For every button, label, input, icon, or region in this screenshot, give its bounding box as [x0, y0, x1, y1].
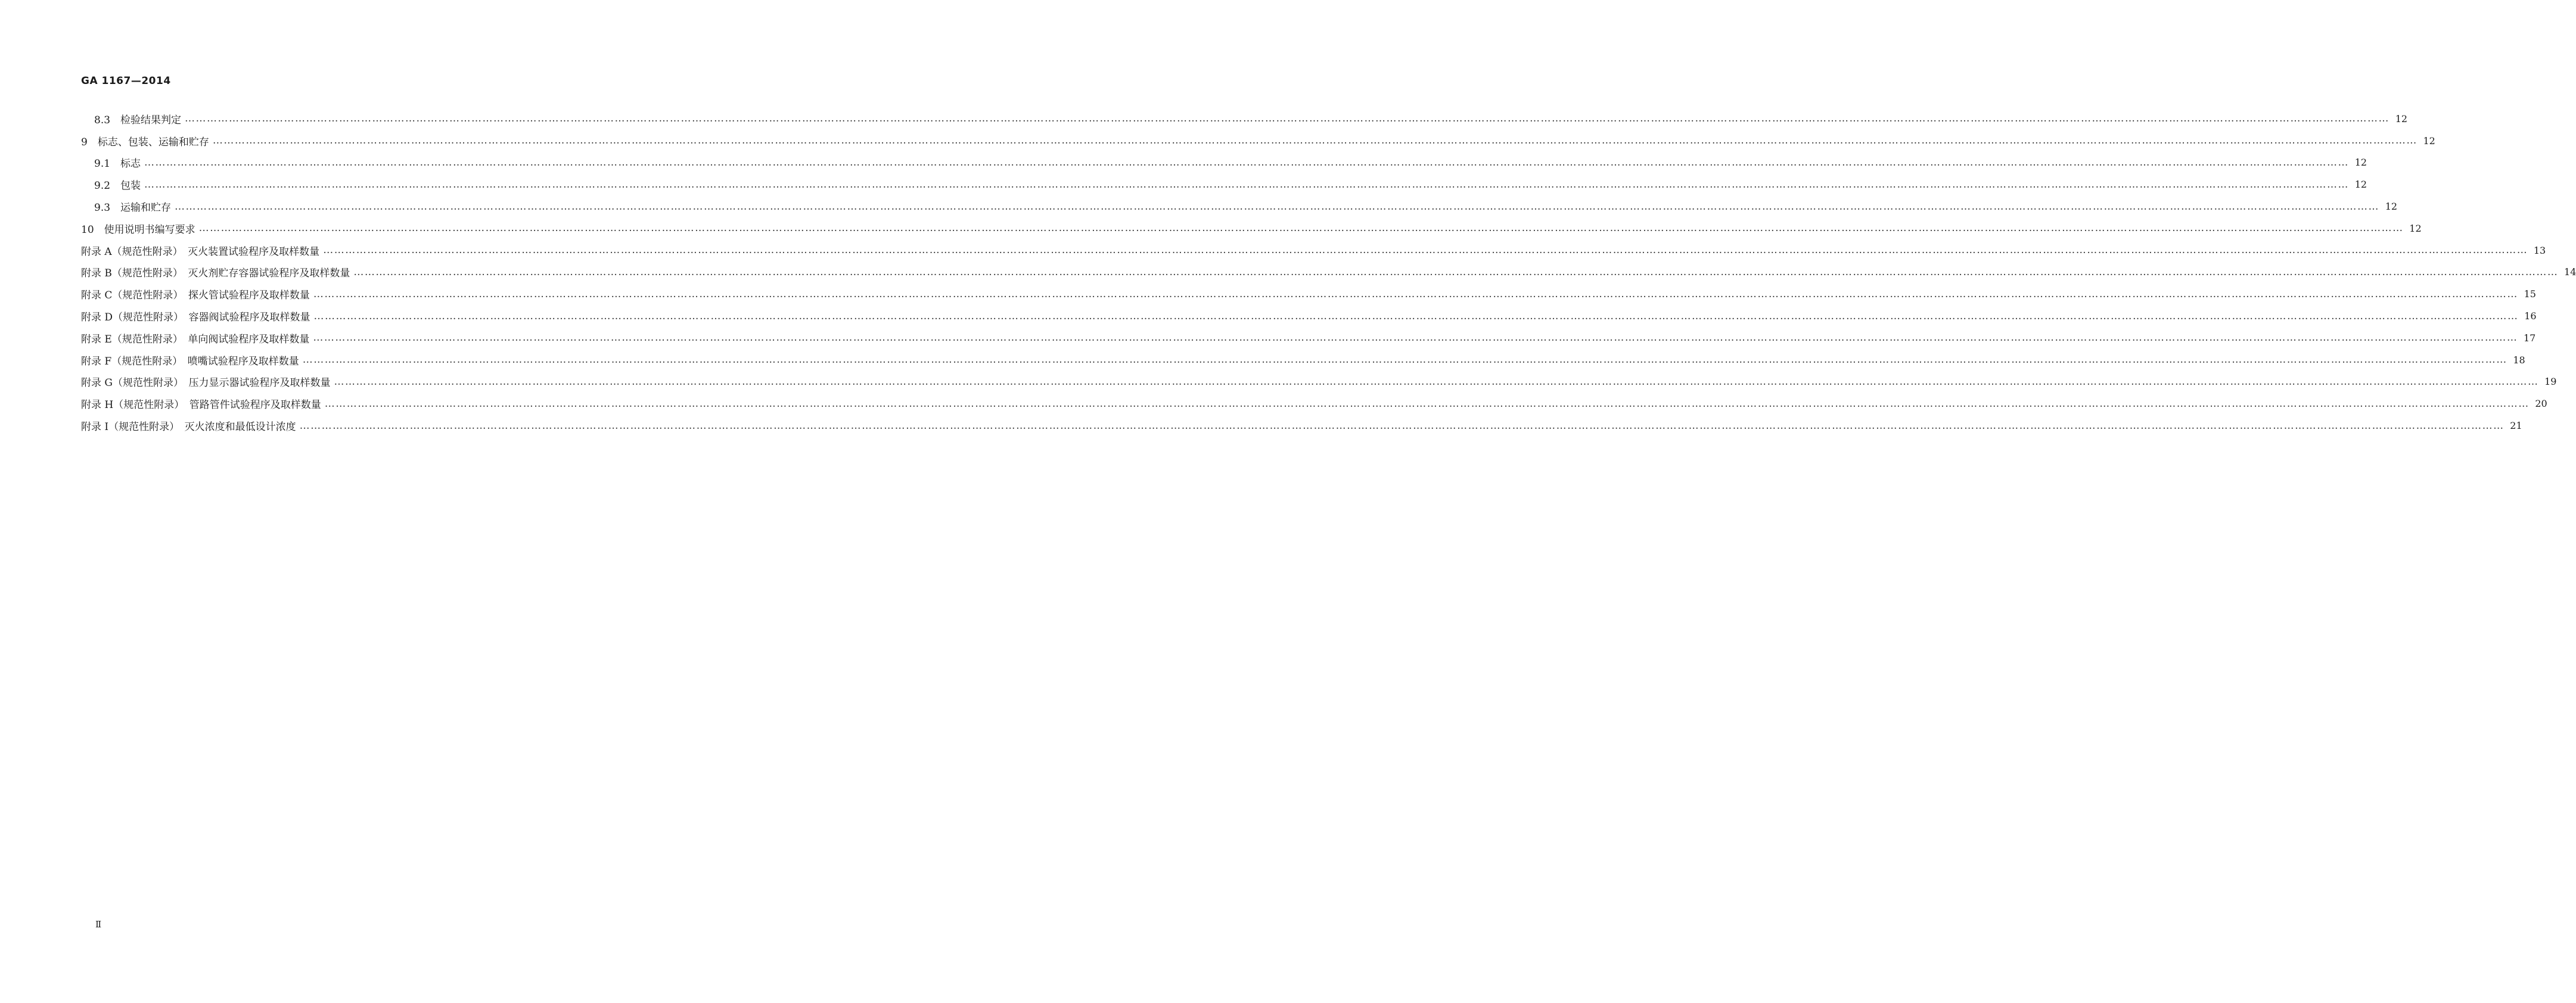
toc-entry-label: 附录 H（规范性附录） 管路管件试验程序及取样数量	[81, 399, 321, 412]
toc-entry-label: 附录 B（规范性附录） 灭火剂贮存容器试验程序及取样数量	[81, 267, 350, 280]
toc-entry[interactable]	[81, 130, 2435, 152]
toc-entry-page: 12	[2354, 179, 2367, 191]
toc-entry[interactable]	[81, 371, 2557, 393]
table-of-contents	[81, 108, 2576, 437]
toc-dot-leader: ……………………………………………………………………………………………………………………………………………………………………………………………………………………………………………………………………………………………………………………………………………………………………………………………………………………………………………………………………………………………………………………………………………………	[324, 397, 2530, 410]
toc-dot-leader: ……………………………………………………………………………………………………………………………………………………………………………………………………………………………………………………………………………………………………………………………………………………………………………………………………………………………………………………………………………………………………………………………………………………	[144, 178, 2350, 191]
toc-entry-label: 附录 I（规范性附录） 灭火浓度和最低设计浓度	[81, 421, 296, 434]
toc-entry-label: 附录 G（规范性附录） 压力显示器试验程序及取样数量	[81, 377, 331, 390]
toc-entry[interactable]	[81, 217, 2422, 239]
toc-dot-leader: ……………………………………………………………………………………………………………………………………………………………………………………………………………………………………………………………………………………………………………………………………………………………………………………………………………………………………………………………………………………………………………………………………………………	[323, 244, 2528, 257]
toc-entry-label: 9.1 标志	[94, 158, 141, 170]
toc-entry[interactable]	[81, 173, 2367, 195]
toc-entry-label: 附录 E（规范性附录） 单向阀试验程序及取样数量	[81, 333, 310, 345]
toc-entry-page: 12	[2423, 135, 2435, 147]
toc-dot-leader: ……………………………………………………………………………………………………………………………………………………………………………………………………………………………………………………………………………………………………………………………………………………………………………………………………………………………………………………………………………………………………………………………………………………	[353, 266, 2559, 278]
toc-dot-leader: ……………………………………………………………………………………………………………………………………………………………………………………………………………………………………………………………………………………………………………………………………………………………………………………………………………………………………………………………………………………………………………………………………………………	[313, 288, 2518, 300]
page-number: Ⅱ	[95, 919, 102, 930]
toc-entry-page: 13	[2533, 244, 2546, 256]
toc-dot-leader: ……………………………………………………………………………………………………………………………………………………………………………………………………………………………………………………………………………………………………………………………………………………………………………………………………………………………………………………………………………………………………………………………………………………	[313, 332, 2518, 344]
toc-entry[interactable]	[81, 152, 2367, 174]
toc-entry-label: 附录 D（规范性附录） 容器阀试验程序及取样数量	[81, 312, 310, 324]
toc-entry[interactable]	[81, 195, 2398, 217]
toc-entry[interactable]	[81, 239, 2546, 261]
toc-entry-label: 9.3 运输和贮存	[94, 202, 172, 214]
toc-entry-label: 9 标志、包装、运输和贮存	[81, 136, 209, 148]
toc-entry-label: 10 使用说明书编写要求	[81, 223, 195, 236]
toc-dot-leader: ……………………………………………………………………………………………………………………………………………………………………………………………………………………………………………………………………………………………………………………………………………………………………………………………………………………………………………………………………………………………………………………………………………………	[185, 113, 2390, 125]
toc-entry[interactable]	[81, 261, 2576, 284]
toc-entry-page: 16	[2524, 310, 2537, 322]
toc-entry-page: 12	[2409, 222, 2422, 234]
toc-entry-page: 20	[2535, 398, 2547, 410]
toc-entry-page: 14	[2564, 266, 2576, 278]
toc-dot-leader: ……………………………………………………………………………………………………………………………………………………………………………………………………………………………………………………………………………………………………………………………………………………………………………………………………………………………………………………………………………………………………………………………………………………	[302, 354, 2507, 366]
toc-entry-label: 9.2 包装	[94, 180, 141, 192]
document-id-header: GA 1167—2014	[81, 75, 171, 87]
toc-dot-leader: ……………………………………………………………………………………………………………………………………………………………………………………………………………………………………………………………………………………………………………………………………………………………………………………………………………………………………………………………………………………………………………………………………………………	[198, 222, 2404, 235]
toc-entry[interactable]	[81, 415, 2522, 437]
toc-dot-leader: ……………………………………………………………………………………………………………………………………………………………………………………………………………………………………………………………………………………………………………………………………………………………………………………………………………………………………………………………………………………………………………………………………………………	[144, 156, 2350, 169]
toc-entry-label: 附录 F（规范性附录） 喷嘴试验程序及取样数量	[81, 355, 299, 367]
toc-dot-leader: ……………………………………………………………………………………………………………………………………………………………………………………………………………………………………………………………………………………………………………………………………………………………………………………………………………………………………………………………………………………………………………………………………………………	[299, 419, 2504, 432]
toc-entry[interactable]	[81, 108, 2408, 130]
toc-entry-page: 12	[2385, 201, 2398, 213]
toc-entry-label: 附录 C（规范性附录） 探火管试验程序及取样数量	[81, 289, 310, 302]
toc-entry-page: 12	[2354, 157, 2367, 169]
toc-entry[interactable]	[81, 393, 2547, 415]
toc-entry[interactable]	[81, 327, 2536, 349]
toc-dot-leader: ……………………………………………………………………………………………………………………………………………………………………………………………………………………………………………………………………………………………………………………………………………………………………………………………………………………………………………………………………………………………………………………………………………………	[313, 310, 2519, 322]
toc-dot-leader: ……………………………………………………………………………………………………………………………………………………………………………………………………………………………………………………………………………………………………………………………………………………………………………………………………………………………………………………………………………………………………………………………………………………	[175, 200, 2380, 213]
toc-entry-page: 21	[2510, 420, 2522, 432]
toc-entry-label: 附录 A（规范性附录） 灭火装置试验程序及取样数量	[81, 245, 320, 258]
toc-dot-leader: ……………………………………………………………………………………………………………………………………………………………………………………………………………………………………………………………………………………………………………………………………………………………………………………………………………………………………………………………………………………………………………………………………………………	[334, 375, 2539, 388]
toc-entry-label: 8.3 检验结果判定	[94, 114, 182, 126]
toc-entry[interactable]	[81, 349, 2525, 371]
toc-entry[interactable]	[81, 305, 2537, 327]
toc-entry-page: 17	[2523, 332, 2536, 344]
toc-entry[interactable]	[81, 283, 2536, 305]
toc-entry-page: 18	[2513, 354, 2525, 366]
toc-entry-page: 19	[2544, 376, 2557, 388]
toc-entry-page: 12	[2395, 113, 2408, 124]
toc-entry-page: 15	[2524, 288, 2536, 300]
toc-dot-leader: ……………………………………………………………………………………………………………………………………………………………………………………………………………………………………………………………………………………………………………………………………………………………………………………………………………………………………………………………………………………………………………………………………………………	[212, 135, 2417, 147]
